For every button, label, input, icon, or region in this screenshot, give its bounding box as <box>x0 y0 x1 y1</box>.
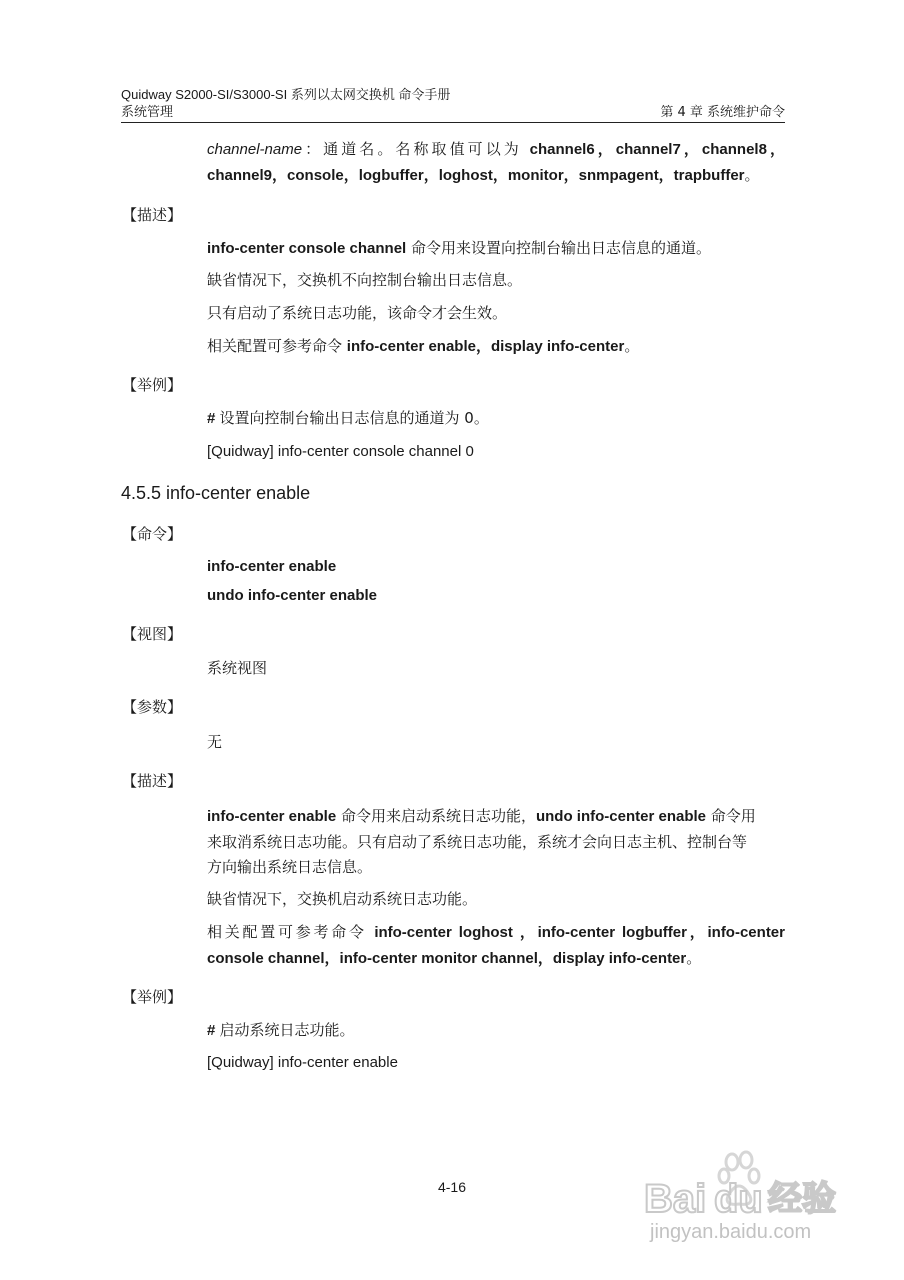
related-commands-cont: console channel，info-center monitor channel，display info-center <box>207 950 687 967</box>
param-name: channel-name <box>207 141 303 158</box>
baidu-watermark-logo <box>640 1150 860 1250</box>
desc-line: 来取消系统日志功能。只有启动了系统日志功能，系统才会向日志主机、控制台等 <box>207 833 748 851</box>
header-rule <box>121 122 785 123</box>
header-title: Quidway S2000-SI/S3000-SI 系列以太网交换机 命令手册 <box>121 87 451 102</box>
section-label-description: 【描述】 <box>122 206 183 224</box>
desc-paragraph: 只有启动了系统日志功能，该命令才会生效。 <box>207 304 508 322</box>
param-channel-name-line2 <box>207 163 785 188</box>
example-comment <box>207 1018 785 1043</box>
watermark-brand2: du <box>714 1177 763 1221</box>
desc-text: 命令用来设置向控制台输出日志信息的通道。 <box>406 239 711 257</box>
example-comment <box>207 406 785 431</box>
section-label-view: 【视图】 <box>122 625 183 643</box>
params-value: 无 <box>207 733 223 751</box>
desc-paragraph: 缺省情况下，交换机不向控制台输出日志信息。 <box>207 271 523 289</box>
related-commands: info-center loghost ，info-center logbuffer，info-center <box>374 924 785 941</box>
param-values: channel6，channel7，channel8， <box>529 141 785 158</box>
header-section: 系统管理 <box>121 105 174 120</box>
watermark-suffix: 经验 <box>768 1180 836 1218</box>
related-end: 。 <box>686 949 702 967</box>
header-row <box>121 104 785 121</box>
param-channel-name-line1 <box>207 137 785 162</box>
desc-related-line1 <box>207 920 785 945</box>
paw-icon <box>640 1150 860 1250</box>
desc-line <box>207 804 785 829</box>
command-name-undo: undo info-center enable <box>535 808 706 825</box>
hash-mark: # <box>207 410 220 427</box>
section-label-params: 【参数】 <box>122 698 183 716</box>
desc-related <box>207 334 785 359</box>
example-code: [Quidway] info-center enable <box>207 1054 398 1071</box>
desc-paragraph: 缺省情况下，交换机启动系统日志功能。 <box>207 890 478 908</box>
watermark-url: jingyan.baidu.com <box>650 1221 812 1243</box>
section-label-example: 【举例】 <box>122 376 183 394</box>
command-line-undo: undo info-center enable <box>207 587 378 604</box>
desc-line: 方向输出系统日志信息。 <box>207 858 373 876</box>
section-label-description: 【描述】 <box>122 772 183 790</box>
command-name: info-center console channel <box>207 240 407 257</box>
example-code: [Quidway] info-center console channel 0 <box>207 443 474 460</box>
desc-text: 命令用 <box>706 807 756 825</box>
command-line: info-center enable <box>207 558 337 575</box>
param-end: 。 <box>744 166 760 184</box>
view-value: 系统视图 <box>207 659 268 677</box>
page-number: 4-16 <box>437 1179 467 1195</box>
comment-text: 启动系统日志功能。 <box>219 1021 355 1039</box>
section-heading: 4.5.5 info-center enable <box>121 483 311 503</box>
comment-text: 设置向控制台输出日志信息的通道为 0。 <box>219 409 489 427</box>
watermark-brand: Bai <box>644 1177 707 1221</box>
desc-text: 命令用来启动系统日志功能， <box>336 807 536 825</box>
command-name: info-center enable <box>207 808 337 825</box>
hash-mark: # <box>207 1022 220 1039</box>
related-text: 相关配置可参考命令 <box>207 923 375 941</box>
section-label-example: 【举例】 <box>122 988 183 1006</box>
header-chapter: 第 4 章 系统维护命令 <box>660 105 785 120</box>
desc-related-line2 <box>207 946 785 971</box>
related-end: 。 <box>624 337 640 355</box>
desc-paragraph <box>207 236 785 261</box>
section-label-command: 【命令】 <box>122 525 183 543</box>
param-values-cont: channel9，console，logbuffer，loghost，monitor，snmpagent，trapbuffer <box>207 167 745 184</box>
param-desc: ：通道名。名称取值可以为 <box>302 140 530 158</box>
related-text: 相关配置可参考命令 <box>207 337 347 355</box>
related-commands: info-center enable，display info-center <box>346 338 625 355</box>
